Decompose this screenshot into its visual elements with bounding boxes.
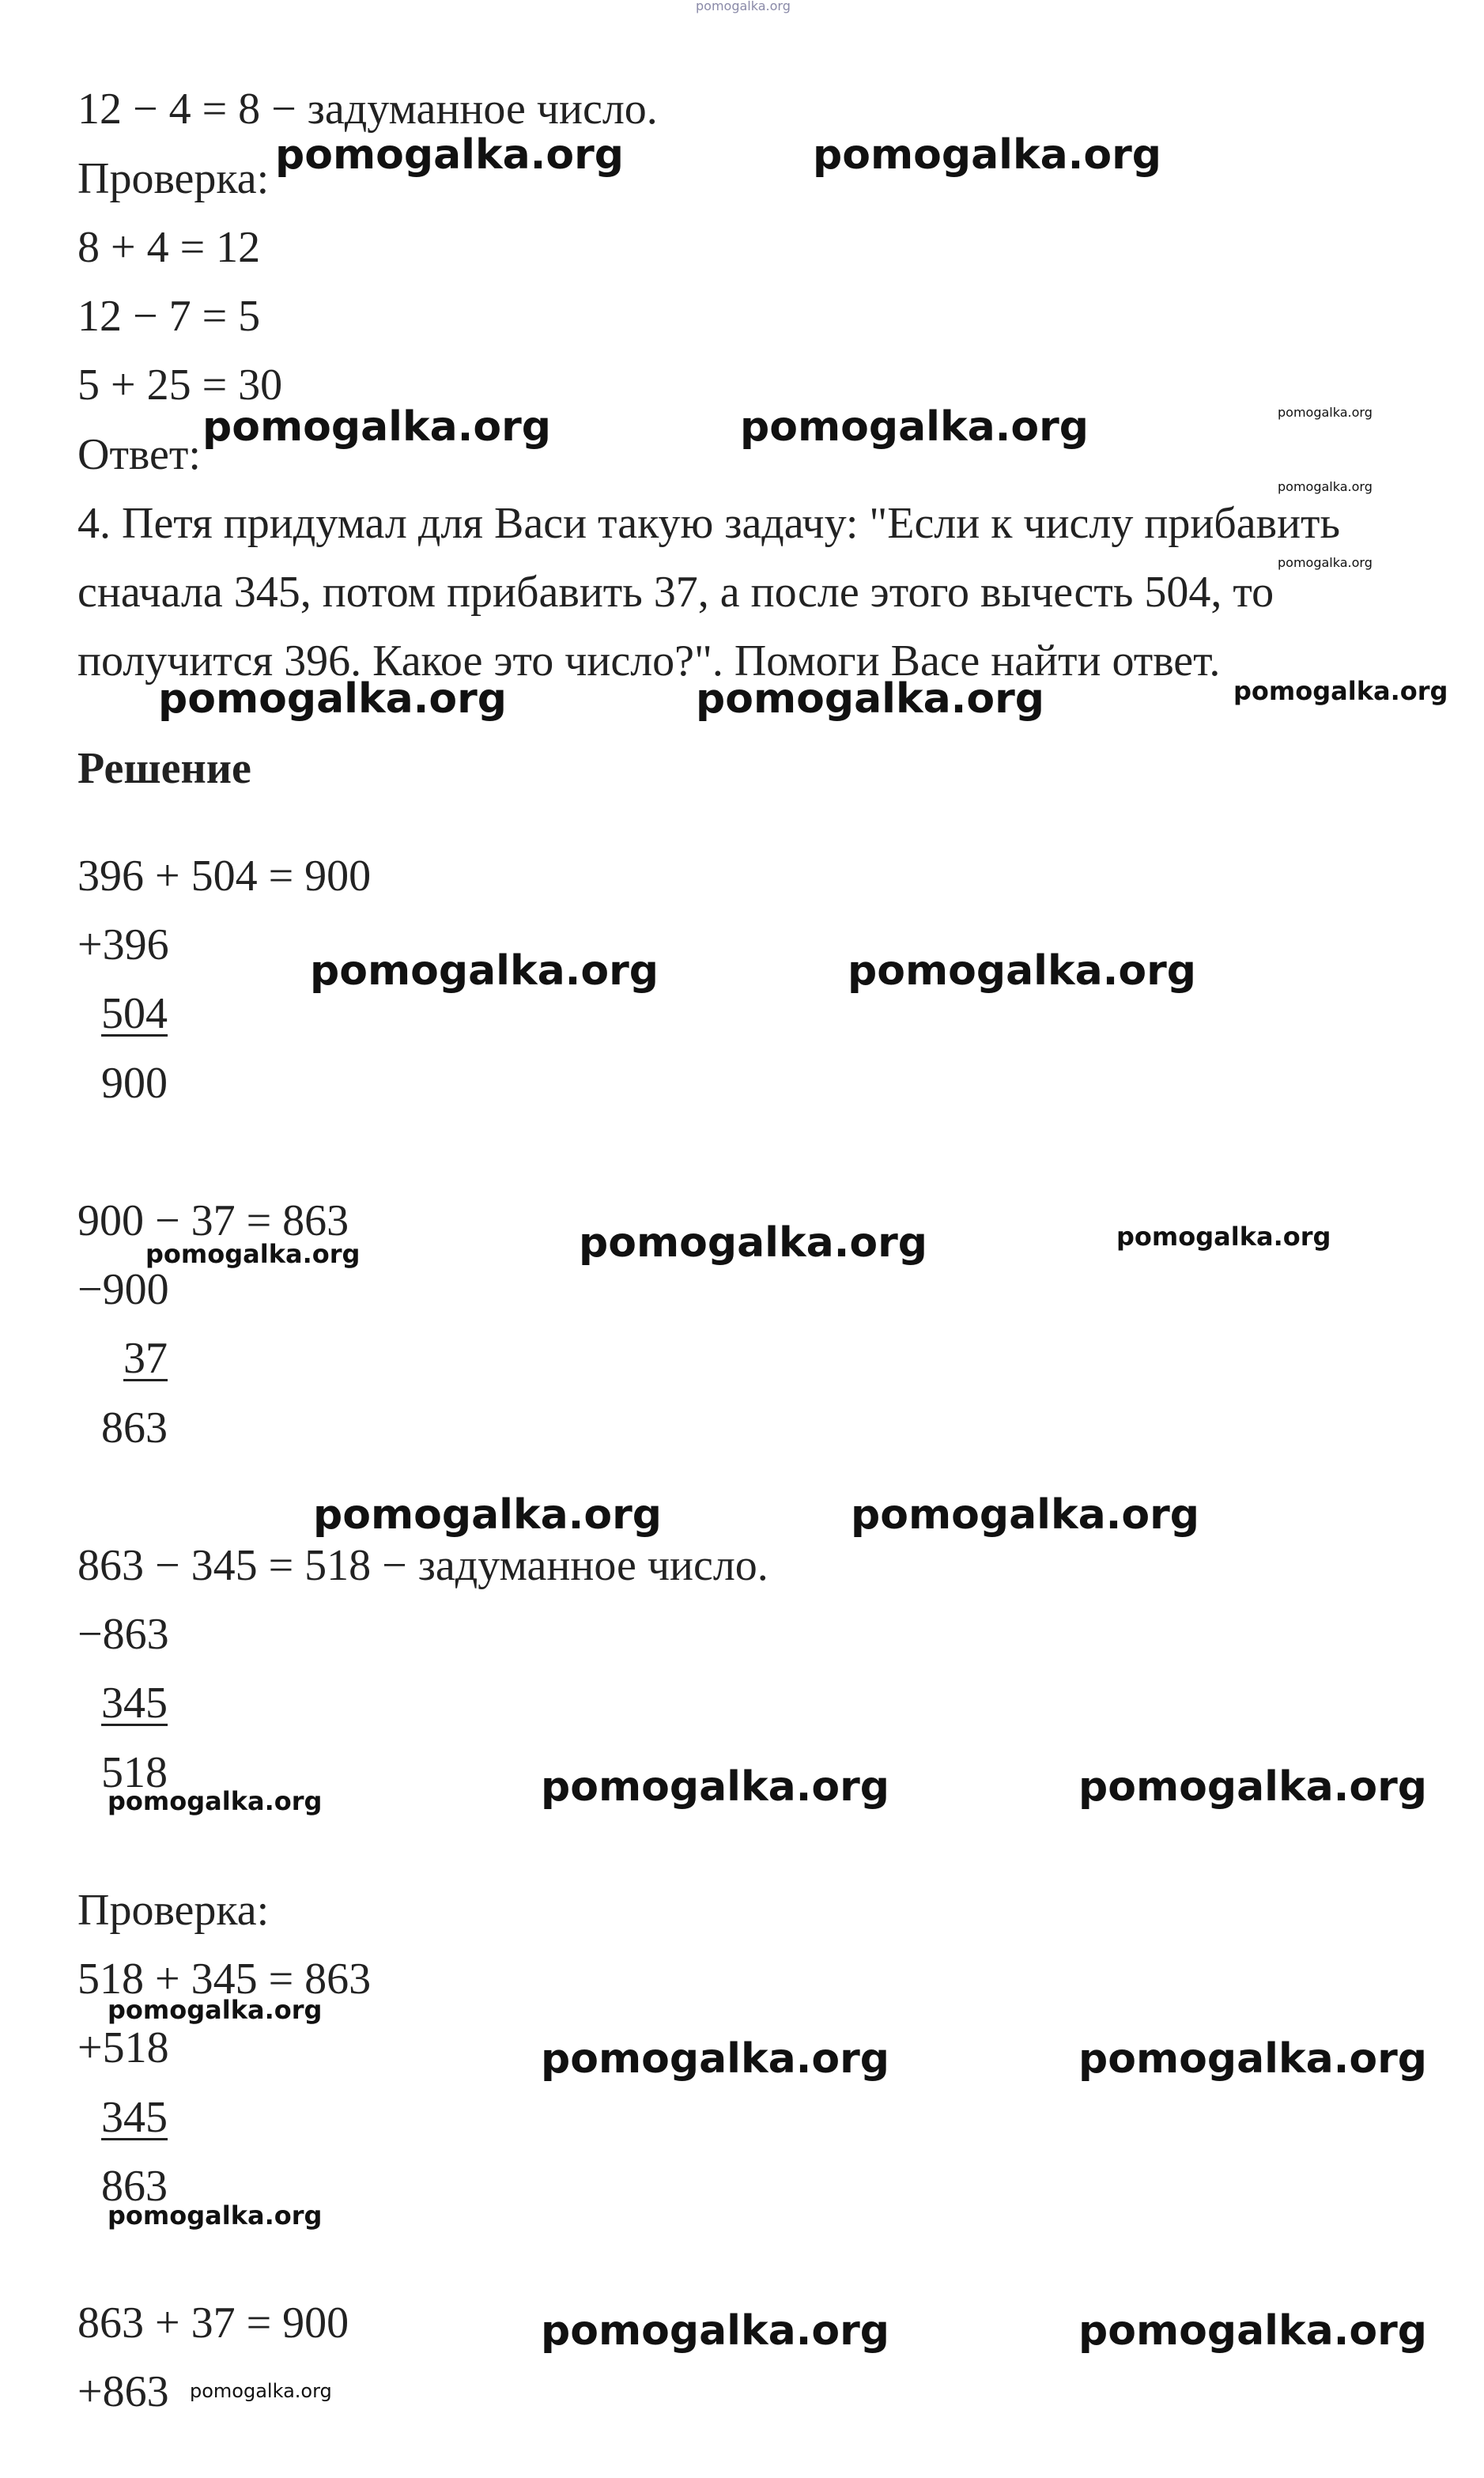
watermark: pomogalka.org	[813, 131, 1162, 179]
watermark: pomogalka.org	[108, 2200, 323, 2231]
watermark: pomogalka.org	[1078, 2035, 1428, 2083]
watermark: pomogalka.org	[848, 947, 1197, 995]
equation-line: 518 + 345 = 863	[77, 1955, 372, 2004]
column-operand: 345	[101, 1679, 168, 1728]
column-operand: +396	[77, 920, 169, 969]
column-result: 518	[101, 1748, 168, 1797]
column-operand: +863	[77, 2367, 169, 2416]
column-operand: 37	[123, 1334, 168, 1383]
column-operand: 504	[101, 989, 168, 1038]
watermark: pomogalka.org	[740, 403, 1089, 451]
watermark: pomogalka.org	[579, 1219, 928, 1267]
watermark: pomogalka.org	[696, 675, 1045, 723]
watermark: pomogalka.org	[1278, 405, 1373, 420]
watermark: pomogalka.org	[202, 403, 552, 451]
equation-line: 863 + 37 = 900	[77, 2299, 349, 2348]
equation-line: 863 − 345 = 518 − задуманное число.	[77, 1541, 768, 1590]
watermark: pomogalka.org	[310, 947, 659, 995]
watermark: pomogalka.org	[1078, 1763, 1428, 1811]
watermark: pomogalka.org	[696, 0, 791, 13]
column-result: 863	[101, 2162, 168, 2211]
task-text-line: 4. Петя придумал для Васи такую задачу: "Если к числу прибавить	[77, 499, 1341, 548]
watermark: pomogalka.org	[108, 1786, 323, 1816]
check-label: Проверка:	[77, 1886, 270, 1935]
column-operand: +518	[77, 2023, 169, 2072]
watermark: pomogalka.org	[275, 131, 625, 179]
check-label: Проверка:	[77, 154, 270, 203]
watermark: pomogalka.org	[851, 1491, 1200, 1539]
column-result: 863	[101, 1403, 168, 1452]
equation-line: 12 − 7 = 5	[77, 292, 261, 341]
task-text-line: сначала 345, потом прибавить 37, а после этого вычесть 504, то	[77, 568, 1274, 617]
equation-line: 396 + 504 = 900	[77, 852, 372, 901]
column-operand: −900	[77, 1265, 169, 1314]
watermark: pomogalka.org	[1233, 676, 1448, 706]
watermark: pomogalka.org	[1278, 479, 1373, 494]
watermark: pomogalka.org	[108, 1995, 323, 2025]
equation-line: 12 − 4 = 8 − задуманное число.	[77, 85, 658, 134]
watermark: pomogalka.org	[1078, 2307, 1428, 2355]
watermark: pomogalka.org	[313, 1491, 663, 1539]
watermark: pomogalka.org	[541, 1763, 890, 1811]
watermark: pomogalka.org	[541, 2307, 890, 2355]
watermark: pomogalka.org	[541, 2035, 890, 2083]
watermark: pomogalka.org	[1116, 1222, 1331, 1252]
solution-heading: Решение	[77, 744, 251, 793]
watermark: pomogalka.org	[1278, 555, 1373, 570]
answer-label: Ответ:	[77, 430, 201, 479]
watermark: pomogalka.org	[190, 2380, 332, 2402]
watermark: pomogalka.org	[158, 675, 508, 723]
equation-line: 5 + 25 = 30	[77, 361, 283, 410]
column-result: 900	[101, 1059, 168, 1108]
equation-line: 8 + 4 = 12	[77, 223, 261, 272]
watermark: pomogalka.org	[145, 1239, 361, 1269]
column-operand: 345	[101, 2093, 168, 2142]
column-operand: −863	[77, 1610, 169, 1659]
task-text-line: получится 396. Какое это число?". Помоги Васе найти ответ.	[77, 636, 1221, 686]
equation-line: 900 − 37 = 863	[77, 1196, 349, 1245]
